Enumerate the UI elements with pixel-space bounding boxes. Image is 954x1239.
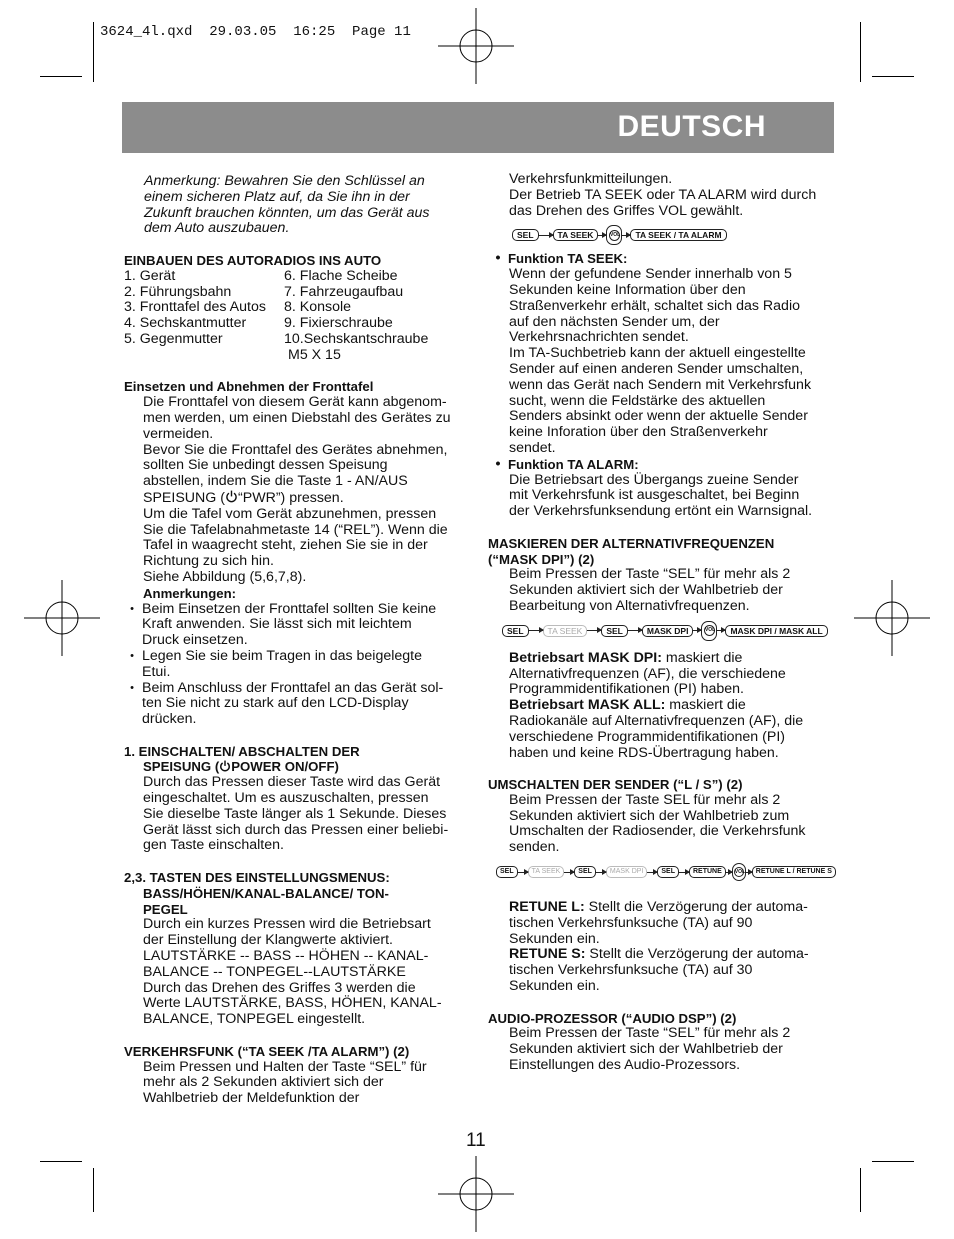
traffic-text-cont: Verkehrsfunkmitteilungen. Der Betrieb TA SEEK oder TA ALARM wird durch das Drehen des Griffes VOL gewählt. <box>509 171 817 219</box>
front-panel-heading: Einsetzen und Abnehmen der Fronttafel <box>124 379 374 395</box>
traffic-heading: VERKEHRSFUNK (“TA SEEK /TA ALARM”) (2) <box>124 1043 410 1059</box>
power-icon <box>219 760 231 772</box>
ta-flow-diagram <box>488 227 838 243</box>
crop-mark <box>872 76 914 77</box>
ta-alarm-text: Die Betriebsart des Übergangs zueine Sender mit Verkehrsfunk ist ausgeschaltet, bei Beginn der Verkehrsfunksendung ertönt ein Warnsignal. <box>509 471 813 520</box>
crop-mark <box>40 76 82 77</box>
section-23-text: Durch ein kurzes Pressen wird die Betriebsart der Einstellung der Klangwerte aktiviert. LAUTSTÄRKE -- BASS -- HÖHEN -- KANAL- BALANCE -- TONPEGEL--LAUTSTÄRKE Durch das Drehen des Griffes 3 werden die Werte LAUTSTÄRKE, BASS, HÖHEN, KANAL- BALANCE, TONPEGEL eingestellt. <box>143 916 442 1028</box>
mask-text: Beim Pressen der Taste “SEL” für mehr als 2 Sekunden aktiviert sich der Wahlbetrieb der Bearbeitung von Alternativfrequenzen. <box>509 566 791 614</box>
ta-seek-label: TA SEEK <box>553 229 599 241</box>
mask-modes-text: Betriebsart MASK DPI: maskiert die Alternativfrequenzen (AF), die verschiedene Programmidentifikationen (PI) haben. Betriebsart MASK ALL: maskiert die Radiokanäle auf Alternativfrequenzen (AF), die verschiedene Programmidentifikationen (PI) haben und keine RDS-Übertragung haben. <box>509 649 804 761</box>
page-title: DEUTSCH <box>617 110 766 143</box>
section-1-text: Durch das Pressen dieser Taste wird das Gerät eingeschaltet. Um es auszuschalten, pressen Sie dieselbe Taste länger als 1 Sekunde. Dieses Gerät lässt sich durch das Pressen einer beliebi- gen Taste einschalten. <box>143 774 449 854</box>
install-parts-list <box>122 269 472 364</box>
registration-mark-icon <box>854 580 930 656</box>
key-note: Anmerkung: Bewahren Sie den Schlüssel an einem sicheren Platz auf, da Sie ihn in der Zukunft brauchen könnten, um das Gerät aus dem Auto auszubauen. <box>144 173 430 237</box>
notes-list <box>122 602 472 728</box>
audio-text: Beim Pressen der Taste “SEL” für mehr als 2 Sekunden aktiviert sich der Wahlbetrieb der Einstellungen des Audio-Prozessors. <box>509 1025 791 1074</box>
power-icon <box>225 490 238 503</box>
retune-text: RETUNE L: Stellt die Verzögerung der automa- tischen Verkehrsfunksuche (TA) auf 90 Sekunden ein. RETUNE S: Stellt die Verzögerung der automa- tischen Verkehrsfunksuche (TA) auf 30 Sekunden ein. <box>509 899 809 995</box>
ta-alarm-heading: Funktion TA ALARM: <box>508 456 639 472</box>
crop-mark <box>860 22 861 82</box>
front-panel-text: Die Fronttafel von diesem Gerät kann abgenom- men werden, um einen Diebstahl des Gerätes zu vermeiden. Bevor Sie die Fronttafel des Gerätes abnehmen, sollten Sie unbedingt dessen Speisung abstellen, indem Sie die Taste 1 - AN/AUS SPEISUNG ( “PWR”) pressen. Um die Tafel vom Gerät abzunehmen, pressen Sie die Tafelabnahmetaste 14 (“REL”). Wenn die Tafel in waagrecht steht, ziehen Sie sie in der Richtung zu sich hin. Siehe Abbildung (5,6,7,8). Anmerkungen: <box>122 395 472 601</box>
registration-mark-icon <box>438 8 514 84</box>
vol-knob-icon: VOL <box>701 621 717 641</box>
notes-heading: Anmerkungen: <box>143 585 237 601</box>
file-slug: 3624_4l.qxd 29.03.05 16:25 Page 11 <box>100 24 411 40</box>
ta-seek-heading: Funktion TA SEEK: <box>508 251 628 267</box>
sel-button-label: SEL <box>512 229 539 241</box>
retune-flow-diagram: SEL TA SEEK SEL MASK DPI SEL RETUNE VOL RETUNE L / RETUNE S <box>488 864 838 880</box>
list-item: 3. Fronttafel des Autos 8. Konsole <box>124 299 352 316</box>
list-item: 1. Gerät 6. Flache Scheibe <box>124 267 398 284</box>
ls-text: Beim Pressen der Taste SEL für mehr als 2 Sekunden aktiviert sich der Wahlbetrieb zum Umschalten der Radiosender, die Verkehrsfunk senden. <box>509 791 806 856</box>
mask-heading: MASKIEREN DER ALTERNATIVFREQUENZEN (“MASK DPI”) (2) <box>488 535 775 567</box>
ta-seek-text: Wenn der gefundene Sender innerhalb von 5 Sekunden keine Information über den Straßenverkehr erhält, schaltet sich das Radio auf den nächsten Sender um, der Verkehrsnachrichten sendet. Im TA-Suchbetrieb kann der aktuell eingestellte Sender auf einen anderen Sender umschalten, wenn das Gerät nach Sendern mit Verkehrsfunk sucht, wenn die Feldstärke des aktuellen Senders absinkt oder wenn der aktuelle Sender keine Inforation über den Straßenverkehr sendet. <box>509 266 812 456</box>
list-item: 4. Sechskantmutter 9. Fixierschraube <box>124 315 393 332</box>
vol-knob-icon: VOL <box>732 863 746 881</box>
list-item: • Beim Anschluss der Fronttafel an das Gerät sol- ten Sie nicht zu stark auf den LCD-Display drücken. <box>130 679 444 728</box>
section-23-heading: 2,3. TASTEN DES EINSTELLUNGSMENUS: BASS/HÖHEN/KANAL-BALANCE/ TON- PEGEL <box>124 870 390 917</box>
mask-flow-diagram: SEL TA SEEK SEL MASK DPI VOL MASK DPI / MASK ALL <box>488 623 838 639</box>
registration-mark-icon <box>24 580 100 656</box>
registration-mark-icon <box>438 1156 514 1232</box>
install-heading: EINBAUEN DES AUTORADIOS INS AUTO <box>124 252 382 268</box>
list-item: 2. Führungsbahn 7. Fahrzeugaufbau <box>124 283 404 300</box>
crop-mark <box>872 1161 914 1162</box>
list-item: • Funktion TA ALARM: <box>495 455 639 472</box>
section-1-heading: 1. EINSCHALTEN/ ABSCHALTEN DER <box>124 743 360 759</box>
page-number: 11 <box>466 1130 486 1151</box>
list-item: • Beim Einsetzen der Fronttafel sollten Sie keine Kraft anwenden. Sie lässt sich mit leichtem Druck einsetzen. <box>130 600 437 649</box>
list-item: 5. Gegenmutter 10.Sechskantschraube <box>124 330 429 347</box>
list-item: • Funktion TA SEEK: <box>495 250 628 267</box>
crop-mark <box>860 1168 861 1212</box>
right-column <box>488 172 838 1074</box>
ta-mode-label: TA SEEK / TA ALARM <box>630 229 726 241</box>
audio-heading: AUDIO-PROZESSOR (“AUDIO DSP”) (2) <box>488 1010 737 1026</box>
crop-mark <box>40 1161 82 1162</box>
left-column <box>122 174 472 1107</box>
crop-mark <box>93 22 94 82</box>
section-banner <box>122 102 834 153</box>
crop-mark <box>93 1168 94 1212</box>
list-item: • Legen Sie sie beim Tragen in das beigelegte Etui. <box>130 647 423 680</box>
section-1-heading-cont: SPEISUNG ( POWER ON/OFF) <box>143 759 339 775</box>
vol-knob-icon: VOL <box>606 225 622 245</box>
ls-heading: UMSCHALTEN DER SENDER (“L / S”) (2) <box>488 777 743 793</box>
traffic-text: Beim Pressen und Halten der Taste “SEL” für mehr als 2 Sekunden aktiviert sich der Wahlbetrieb der Meldefunktion der <box>143 1058 427 1107</box>
list-item: M5 X 15 <box>288 346 341 363</box>
